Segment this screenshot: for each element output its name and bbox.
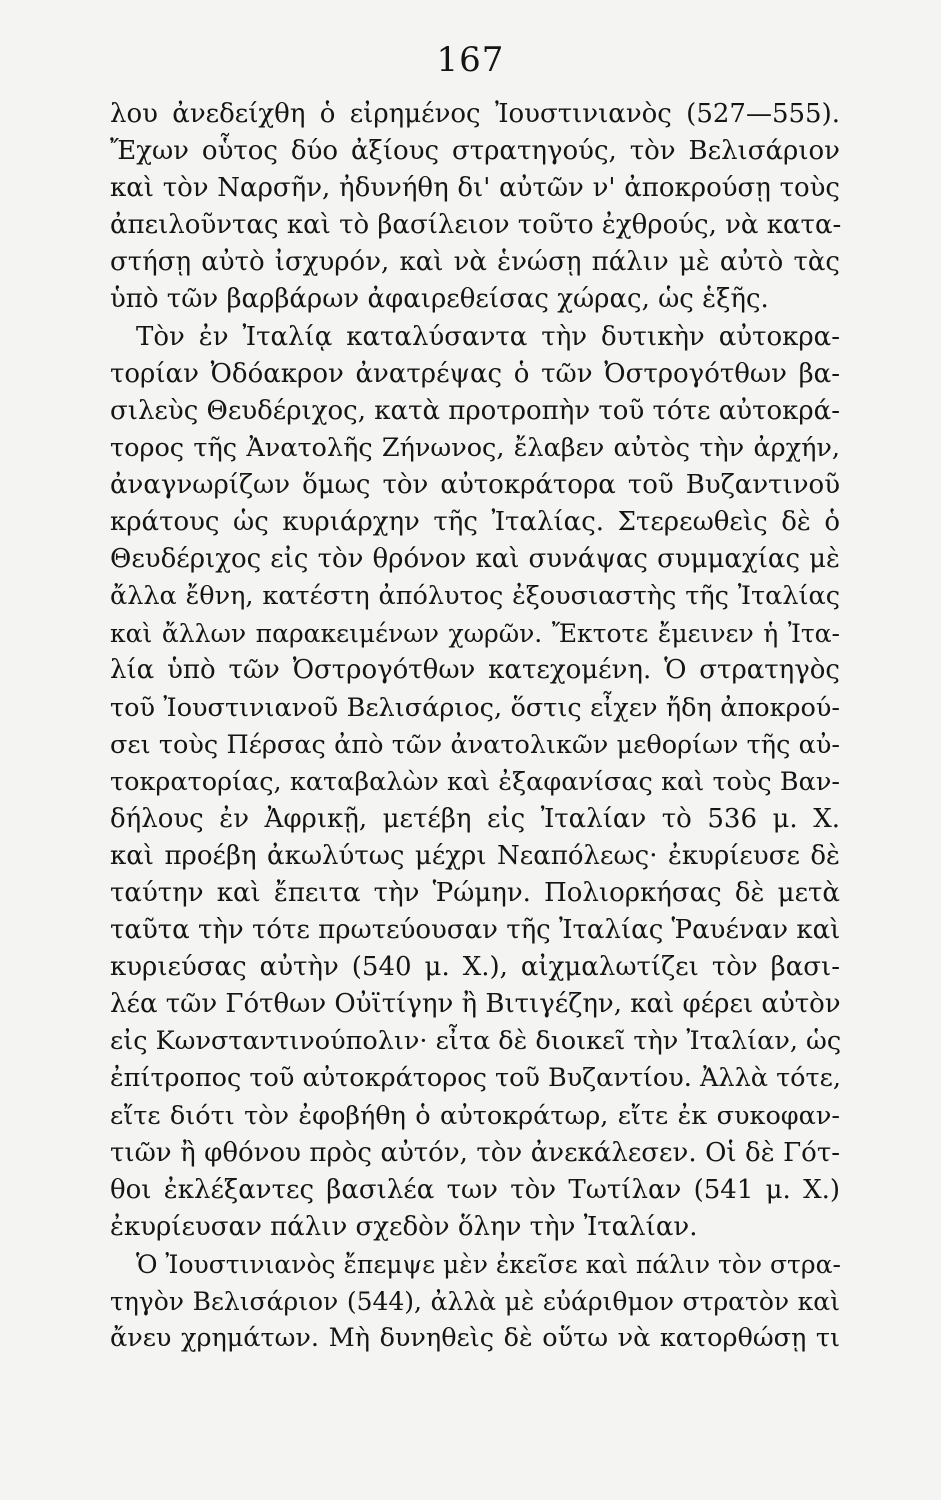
text-line: εἴτε διότι τὸν ἐφοβήθη ὁ αὐτοκράτωρ, εἴτε ἐκ συκοφαν- xyxy=(110,1100,840,1131)
text-line: καὶ ἄλλων παρακειμένων χωρῶν. Ἔκτοτε ἔμεινεν ἡ Ἰτα- xyxy=(110,619,840,649)
text-line: Θευδέριχος εἰς τὸν θρόνον καὶ συνάψας συμμαχίας μὲ xyxy=(110,544,840,575)
text-line: τοκρατορίας, καταβαλὼν καὶ ἐξαφανίσας καὶ τοὺς Βαν- xyxy=(110,766,840,797)
text-line: ταύτην καὶ ἔπειτα τὴν Ῥώμην. Πολιορκήσας δὲ μετὰ xyxy=(110,877,840,908)
text-line: λία ὑπὸ τῶν Ὀστρογότθων κατεχομένη. Ὁ στρατηγὸς xyxy=(110,655,840,686)
text-line: κράτους ὡς κυριάρχην τῆς Ἰταλίας. Στερεωθεὶς δὲ ὁ xyxy=(110,507,840,538)
text-line: καὶ τὸν Ναρσῆν, ἠδυνήθη δι' αὐτῶν ν' ἀποκρούσῃ τοὺς xyxy=(110,173,840,204)
text-line: θοι ἐκλέξαντες βασιλέα των τὸν Τωτίλαν (541 μ. Χ.) xyxy=(110,1174,840,1205)
text-line: ἐπίτροπος τοῦ αὐτοκράτορος τοῦ Βυζαντίου. Ἀλλὰ τότε, xyxy=(110,1063,841,1094)
text-line: Ἔχων οὗτος δύο ἀξίους στρατηγούς, τὸν Βελισάριον xyxy=(110,136,840,167)
text-line: σει τοὺς Πέρσας ἀπὸ τῶν ἀνατολικῶν μεθορίων τῆς αὐ- xyxy=(110,729,840,760)
text-line: στήσῃ αὐτὸ ἰσχυρόν, καὶ νὰ ἑνώσῃ πάλιν μὲ αὐτὸ τὰς xyxy=(110,247,840,278)
text-line: ἐκυρίευσαν πάλιν σχεδὸν ὅλην τὴν Ἰταλίαν. xyxy=(110,1211,698,1242)
text-line: τιῶν ἢ φθόνου πρὸς αὐτόν, τὸν ἀνεκάλεσεν. Οἱ δὲ Γότ- xyxy=(110,1137,840,1168)
text-line: ἀπειλοῦντας καὶ τὸ βασίλειον τοῦτο ἐχθρούς, νὰ κατα- xyxy=(110,210,842,241)
text-line: εἰς Κωνσταντινούπολιν· εἶτα δὲ διοικεῖ τὴν Ἰταλίαν, ὡς xyxy=(110,1026,842,1057)
text-line: ἀναγνωρίζων ὅμως τὸν αὐτοκράτορα τοῦ Βυζαντινοῦ xyxy=(110,469,840,500)
text-line: δήλους ἐν Ἀφρικῇ, μετέβη εἰς Ἰταλίαν τὸ 536 μ. Χ. xyxy=(110,803,840,834)
text-line: λέα τῶν Γότθων Οὐϊτίγην ἢ Βιτιγέζην, καὶ φέρει αὐτὸν xyxy=(110,989,841,1020)
text-line: Ὁ Ἰουστινιανὸς ἔπεμψε μὲν ἐκεῖσε καὶ πάλιν τὸν στρα- xyxy=(136,1249,841,1279)
text-line: ἄνευ χρημάτων. Μὴ δυνηθεὶς δὲ οὕτω νὰ κατορθώσῃ τι xyxy=(110,1323,840,1354)
text-line: κυριεύσας αὐτὴν (540 μ. Χ.), αἰχμαλωτίζει τὸν βασι- xyxy=(110,952,840,983)
text-line: ὑπὸ τῶν βαρβάρων ἀφαιρεθείσας χώρας, ὡς ἑξῆς. xyxy=(110,284,769,315)
body-text xyxy=(110,96,840,1357)
text-line: τορος τῆς Ἀνατολῆς Ζήνωνος, ἔλαβεν αὐτὸς τὴν ἀρχήν, xyxy=(110,432,840,463)
text-line: τηγὸν Βελισάριον (544), ἀλλὰ μὲ εὐάριθμον στρατὸν καὶ xyxy=(110,1287,840,1316)
text-line: τορίαν Ὀδόακρον ἀνατρέψας ὁ τῶν Ὀστρογότθων βα- xyxy=(110,358,840,389)
text-line: καὶ προέβη ἀκωλύτως μέχρι Νεαπόλεως· ἐκυρίευσε δὲ xyxy=(110,840,840,871)
text-line: ἄλλα ἔθνη, κατέστη ἀπόλυτος ἐξουσιαστὴς τῆς Ἰταλίας xyxy=(110,581,840,612)
text-line: τοῦ Ἰουστινιανοῦ Βελισάριος, ὅστις εἶχεν ἤδη ἀποκρού- xyxy=(110,692,840,723)
text-line: σιλεὺς Θευδέριχος, κατὰ προτροπὴν τοῦ τότε αὐτοκρά- xyxy=(110,395,840,426)
text-line: ταῦτα τὴν τότε πρωτεύουσαν τῆς Ἰταλίας Ῥαυέναν καὶ xyxy=(110,915,841,946)
text-line: Τὸν ἐν Ἰταλίᾳ καταλύσαντα τὴν δυτικὴν αὐτοκρα- xyxy=(136,321,840,352)
text-line: λου ἀνεδείχθη ὁ εἰρημένος Ἰουστινιανὸς (527—555). xyxy=(110,99,840,129)
page-number: 167 xyxy=(436,40,505,80)
